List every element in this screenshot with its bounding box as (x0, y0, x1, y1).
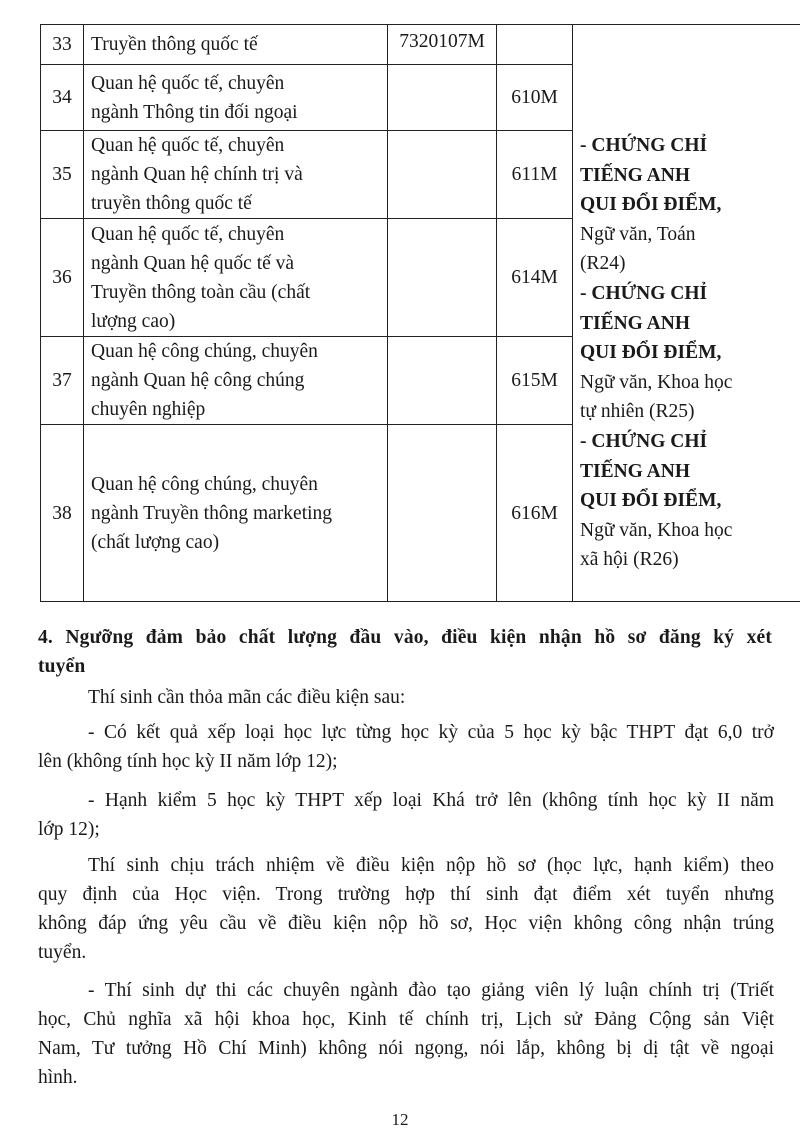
paragraph-line: - Thí sinh dự thi các chuyên ngành đào tạo giảng viên lý luận chính trị (Triết (88, 980, 774, 1001)
major-name-line: (chất lượng cao) (91, 531, 220, 553)
combination-line: Ngữ văn, Khoa học (580, 371, 733, 393)
major-name (84, 25, 388, 65)
combination-line: (R24) (580, 253, 626, 275)
condition-line: lớp 12); (38, 819, 100, 840)
major-name-line: Quan hệ công chúng, chuyên (91, 341, 318, 362)
row-number: 38 (41, 425, 84, 602)
page-number: 12 (391, 1110, 409, 1129)
specialization-code: 610M (497, 65, 573, 131)
paragraph-line: không đáp ứng yêu cầu về điều kiện nộp hồ sơ, Học viện không công nhận trúng (38, 913, 774, 934)
major-name-line: Quan hệ quốc tế, chuyên (91, 135, 285, 156)
major-name-line: truyền thông quốc tế (91, 193, 252, 214)
major-name-line: chuyên nghiệp (91, 399, 206, 420)
combination-block (580, 279, 795, 427)
combination-bold-line: TIẾNG ANH (580, 164, 690, 186)
specialization-code: 615M (497, 337, 573, 425)
subject-combinations (573, 25, 800, 602)
specialization-code: 614M (497, 219, 573, 337)
major-name-line: Truyền thông toàn cầu (chất (91, 281, 311, 303)
intro-paragraph (38, 683, 774, 712)
intro-line: Thí sinh cần thỏa mãn các điều kiện sau: (88, 687, 406, 708)
major-name (84, 337, 388, 425)
combination-bold-line: - CHỨNG CHỈ (580, 135, 708, 156)
condition-line: - Hạnh kiểm 5 học kỳ THPT xếp loại Khá trở lên (không tính học kỳ II năm (88, 790, 774, 811)
condition-academic (38, 718, 774, 776)
section-heading-line: tuyển (38, 656, 86, 677)
major-name (84, 65, 388, 131)
row-number: 35 (41, 131, 84, 219)
section-heading (38, 623, 772, 681)
major-name-line: Truyền thông quốc tế (91, 34, 258, 55)
row-number: 37 (41, 337, 84, 425)
major-name-line: ngành Truyền thông marketing (91, 502, 333, 524)
specialization-code: 616M (497, 425, 573, 602)
condition-line: lên (không tính học kỳ II năm lớp 12); (38, 751, 338, 772)
major-name (84, 425, 388, 602)
combination-block (580, 427, 795, 575)
major-name-line: ngành Quan hệ quốc tế và (91, 252, 295, 274)
combination-line: xã hội (R26) (580, 549, 679, 571)
row-number: 34 (41, 65, 84, 131)
major-name-line: ngành Thông tin đối ngoại (91, 101, 298, 123)
major-name-line: ngành Quan hệ công chúng (91, 370, 305, 391)
major-name-line: Quan hệ quốc tế, chuyên (91, 72, 285, 94)
major-name (84, 131, 388, 219)
combination-line: Ngữ văn, Toán (580, 223, 696, 245)
table-row (41, 25, 800, 65)
major-code (388, 425, 497, 602)
combination-bold-line: QUI ĐỔI ĐIỂM, (580, 194, 722, 216)
combination-bold-line: TIẾNG ANH (580, 460, 690, 482)
condition-line: - Có kết quả xếp loại học lực từng học kỳ của 5 học kỳ bậc THPT đạt 6,0 trở (88, 722, 774, 743)
section-heading-line: 4. Ngưỡng đảm bảo chất lượng đầu vào, điều kiện nhận hồ sơ đăng ký xét (38, 627, 772, 648)
combination-line: tự nhiên (R25) (580, 401, 695, 423)
paragraph-line: hình. (38, 1067, 78, 1088)
major-code (388, 337, 497, 425)
paragraph-line: học, Chủ nghĩa xã hội khoa học, Kinh tế chính trị, Lịch sử Đảng Cộng sản Việt (38, 1009, 774, 1030)
paragraph-line: Nam, Tư tưởng Hồ Chí Minh) không nói ngọng, nói lắp, không bị dị tật về ngoại (38, 1038, 774, 1059)
major-code (388, 65, 497, 131)
combination-bold-line: - CHỨNG CHỈ (580, 430, 708, 452)
major-name-line: Quan hệ công chúng, chuyên (91, 473, 318, 495)
lecturer-condition-paragraph (38, 976, 774, 1092)
paragraph-line: tuyển. (38, 942, 87, 963)
specialization-code: 611M (497, 131, 573, 219)
major-name-line: ngành Quan hệ chính trị và (91, 164, 303, 185)
row-number: 33 (41, 25, 84, 65)
major-name-line: Quan hệ quốc tế, chuyên (91, 223, 285, 245)
combination-bold-line: - CHỨNG CHỈ (580, 282, 708, 304)
responsibility-paragraph (38, 851, 774, 967)
combination-bold-line: TIẾNG ANH (580, 312, 690, 334)
major-code: 7320107M (388, 25, 497, 65)
major-code (388, 131, 497, 219)
admission-table (40, 24, 800, 602)
major-code (388, 219, 497, 337)
major-name-line: lượng cao) (91, 310, 176, 332)
condition-conduct (38, 786, 774, 844)
major-name (84, 219, 388, 337)
combination-bold-line: QUI ĐỔI ĐIỂM, (580, 342, 722, 364)
specialization-code (497, 25, 573, 65)
paragraph-line: Thí sinh chịu trách nhiệm về điều kiện nộp hồ sơ (học lực, hạnh kiểm) theo (88, 855, 774, 876)
row-number: 36 (41, 219, 84, 337)
combination-bold-line: QUI ĐỔI ĐIỂM, (580, 490, 722, 512)
combination-block (580, 131, 795, 279)
paragraph-line: quy định của Học viện. Trong trường hợp thí sinh đạt điểm xét tuyển nhưng (38, 884, 774, 905)
combination-line: Ngữ văn, Khoa học (580, 519, 733, 541)
